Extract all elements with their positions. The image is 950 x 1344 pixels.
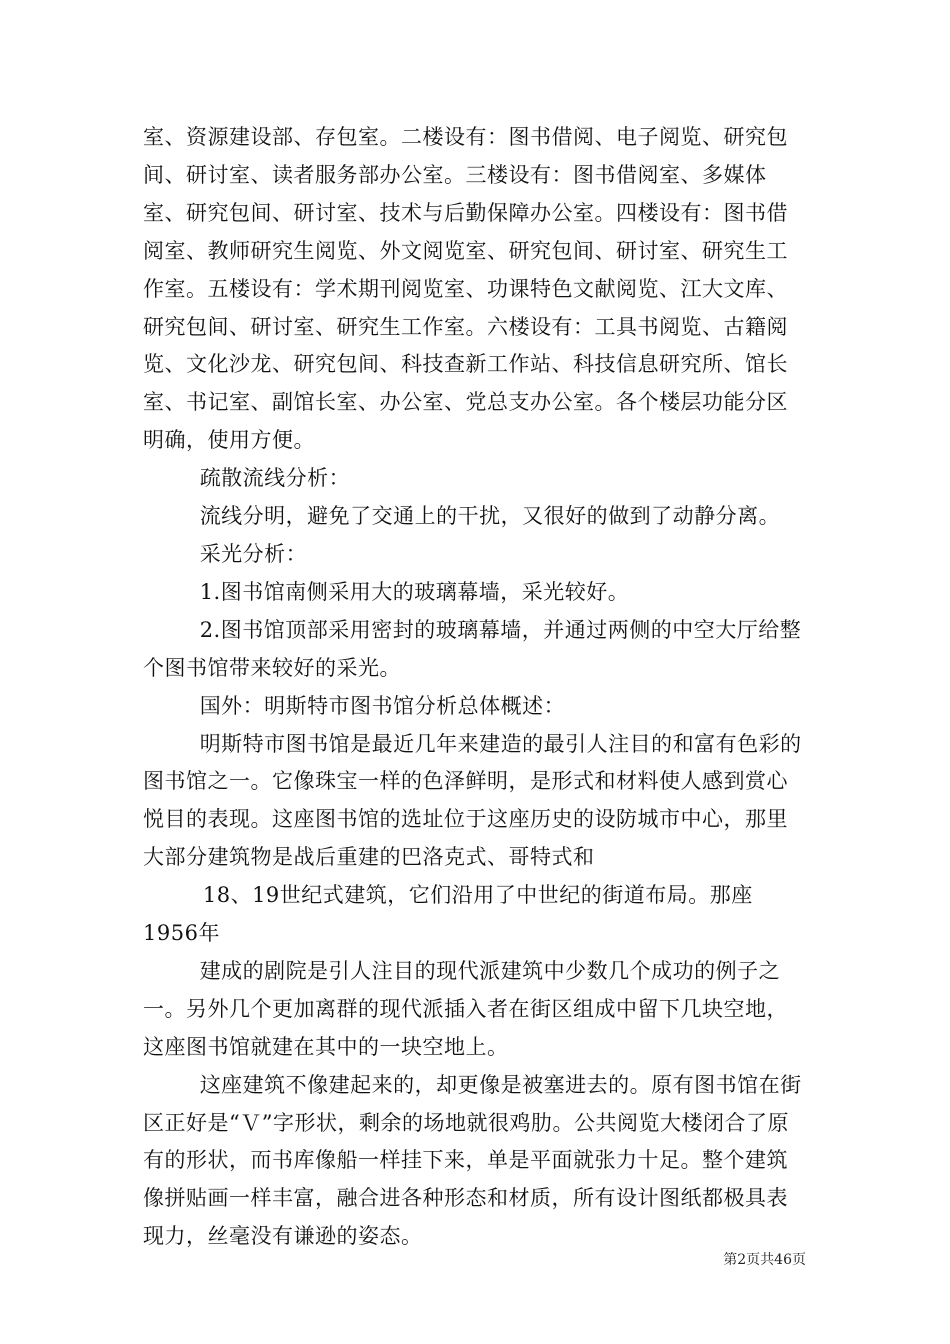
paragraph-lighting-1: 1.图书馆南侧采用大的玻璃幕墙，采光较好。 [199, 579, 630, 604]
heading-munster-overview: 国外：明斯特市图书馆分析总体概述： [199, 693, 566, 718]
page-number: 第2页共46页 [723, 1252, 806, 1268]
paragraph-floor-functions: 室、资源建设部、存包室。二楼设有：图书借阅、电子阅览、研究包间、研讨室、读者服务部办公室。三楼设有：图书借阅室、多媒体室、研究包间、研讨室、技术与后勤保障办公室。四楼设有：图书借阅室、教师研究生阅览、外文阅览室、研究包间、研讨室、研究生工作室。五楼设有：学术期刊阅览室、功课特色文献阅览、江大文库、研究包间、研讨室、研究生工作室。六楼设有：工具书阅览、古籍阅览、文化沙龙、研究包间、科技查新工作站、科技信息研究所、馆长室、书记室、副馆长室、办公室、党总支办公室。各个楼层功能分区明确，使用方便。 [143, 125, 788, 453]
paragraph-building-form: 这座建筑不像建起来的，却更像是被塞进去的。原有图书馆在街区正好是“Ｖ”字形状，剩余的场地就很鸡肋。公共阅览大楼闭合了原有的形状，而书库像船一样挂下来，单是平面就张力十足。整个建筑像拼贴画一样丰富，融合进各种形态和材质，所有设计图纸都极具表现力，丝毫没有谦逊的姿态。 [143, 1072, 802, 1249]
heading-evacuation-analysis: 疏散流线分析： [199, 466, 351, 491]
paragraph-lighting-2: 2.图书馆顶部采用密封的玻璃幕墙，并通过两侧的中空大厅给整个图书馆带来较好的采光。 [143, 617, 802, 680]
paragraph-munster-intro: 明斯特市图书馆是最近几年来建造的最引人注目的和富有色彩的图书馆之一。它像珠宝一样的色泽鲜明，是形式和材料使人感到赏心悦目的表现。这座图书馆的选址位于这座历史的设防城市中心，那里大部分建筑物是战后重建的巴洛克式、哥特式和 [143, 731, 802, 870]
heading-lighting-analysis: 采光分析： [199, 541, 308, 566]
document-body [143, 119, 808, 1256]
paragraph-theatre: 建成的剧院是引人注目的现代派建筑中少数几个成功的例子之一。另外几个更加离群的现代派插入者在街区组成中留下几块空地，这座图书馆就建在其中的一块空地上。 [143, 958, 788, 1059]
paragraph-evacuation: 流线分明，避免了交通上的干扰，又很好的做到了动静分离。 [199, 504, 781, 529]
paragraph-century-styles: 18、19世纪式建筑，它们沿用了中世纪的街道布局。那座1956年 [143, 883, 753, 946]
